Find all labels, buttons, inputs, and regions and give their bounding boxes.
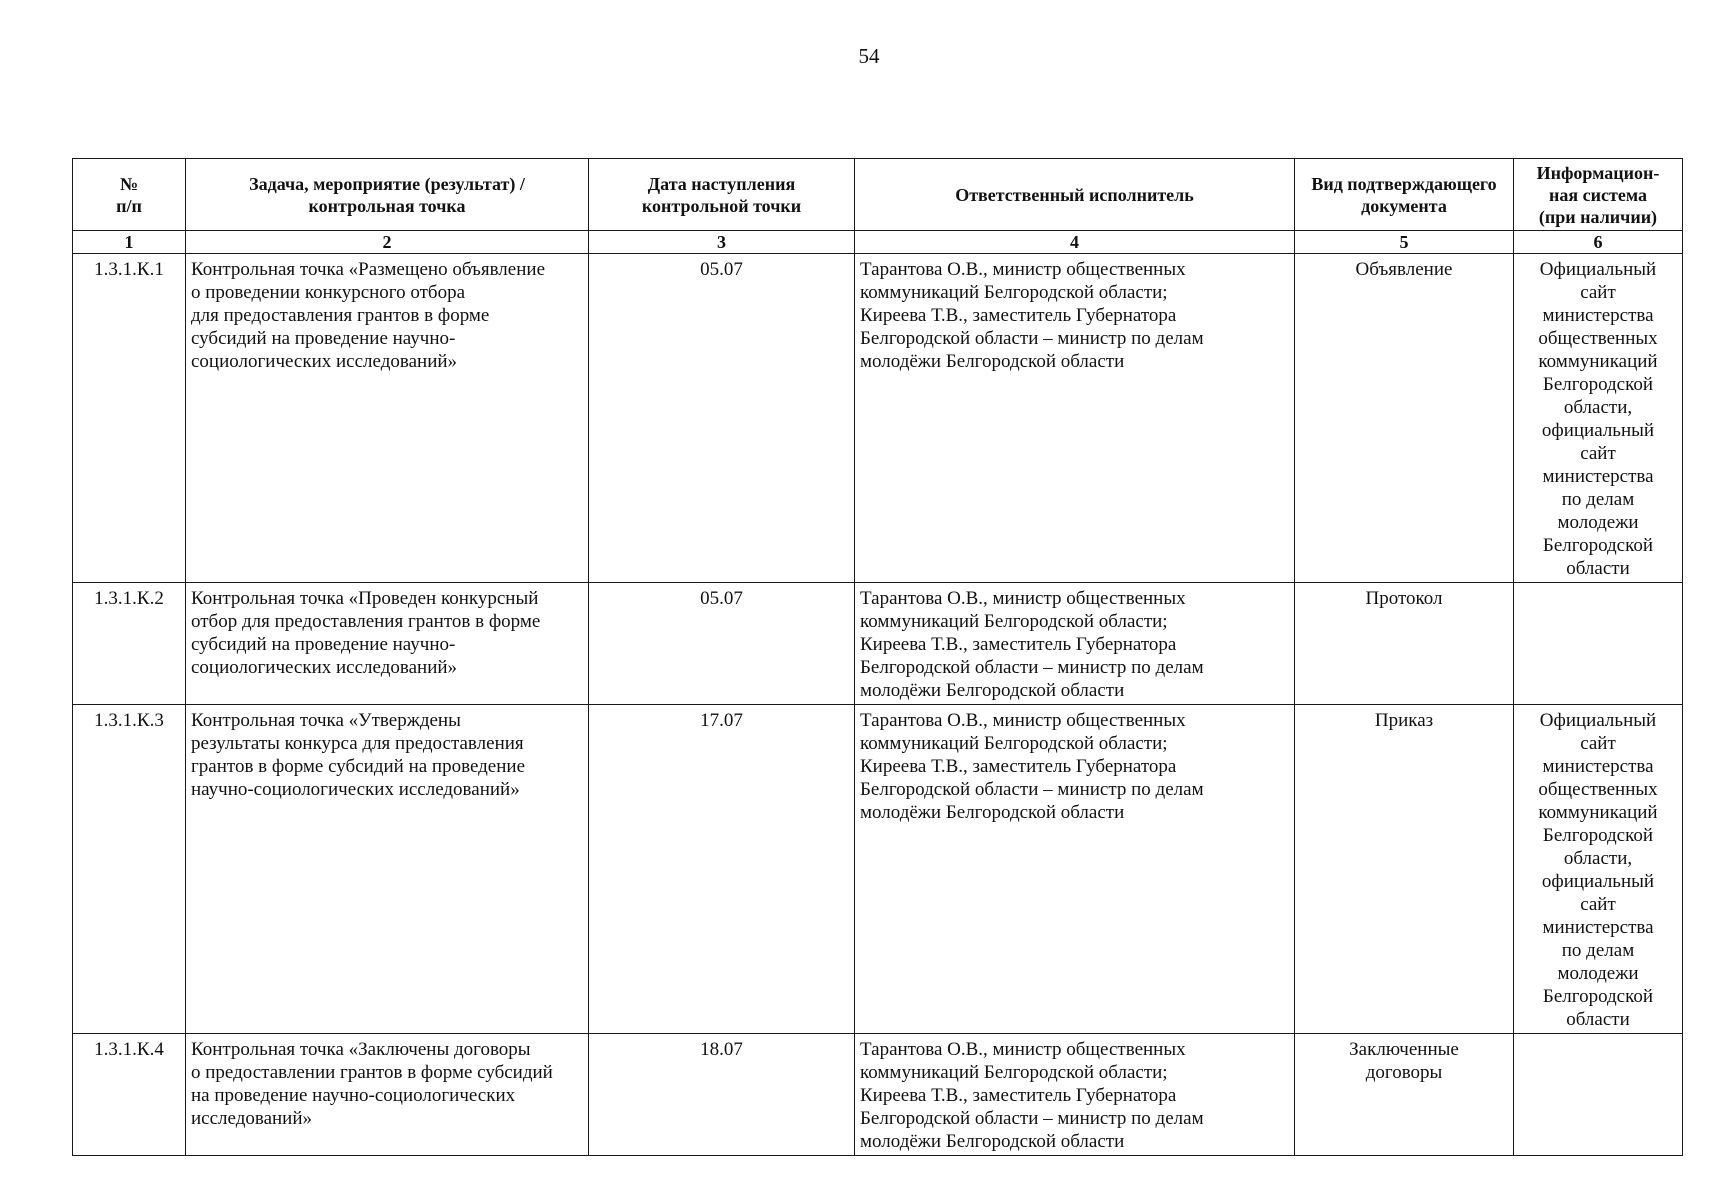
column-number: 2 xyxy=(186,231,589,254)
table-row xyxy=(73,254,1683,583)
row-number: 1.3.1.К.1 xyxy=(73,254,186,583)
column-number: 4 xyxy=(855,231,1295,254)
table-row xyxy=(73,705,1683,1034)
row-document: Заключенные договоры xyxy=(1295,1034,1514,1156)
row-date: 18.07 xyxy=(589,1034,855,1156)
row-date: 05.07 xyxy=(589,583,855,705)
control-points-table xyxy=(72,158,1683,1156)
header-date: Дата наступления контрольной точки xyxy=(589,159,855,231)
row-task: Контрольная точка «Проведен конкурсный отбор для предоставления грантов в форме субсидий на проведение научно- социологических исследований» xyxy=(186,583,589,705)
row-document: Приказ xyxy=(1295,705,1514,1034)
row-task: Контрольная точка «Размещено объявление о проведении конкурсного отбора для предоставления грантов в форме субсидий на проведение научно- социологических исследований» xyxy=(186,254,589,583)
header-document: Вид подтверждающего документа xyxy=(1295,159,1514,231)
row-responsible: Тарантова О.В., министр общественных коммуникаций Белгородской области; Киреева Т.В., заместитель Губернатора Белгородской области – министр по делам молодёжи Белгородской области xyxy=(855,583,1295,705)
row-system xyxy=(1514,583,1683,705)
row-responsible: Тарантова О.В., министр общественных коммуникаций Белгородской области; Киреева Т.В., заместитель Губернатора Белгородской области – министр по делам молодёжи Белгородской области xyxy=(855,254,1295,583)
header-task: Задача, мероприятие (результат) / контрольная точка xyxy=(186,159,589,231)
row-date: 05.07 xyxy=(589,254,855,583)
row-number: 1.3.1.К.2 xyxy=(73,583,186,705)
table-row xyxy=(73,1034,1683,1156)
column-number: 5 xyxy=(1295,231,1514,254)
row-task: Контрольная точка «Заключены договоры о предоставлении грантов в форме субсидий на проведение научно-социологических исследований» xyxy=(186,1034,589,1156)
row-document: Объявление xyxy=(1295,254,1514,583)
page-number: 54 xyxy=(858,44,880,68)
header-number: № п/п xyxy=(73,159,186,231)
table-header-row xyxy=(73,159,1683,231)
column-number: 1 xyxy=(73,231,186,254)
table-row xyxy=(73,583,1683,705)
row-document: Протокол xyxy=(1295,583,1514,705)
column-number-row xyxy=(73,231,1683,254)
column-number: 6 xyxy=(1514,231,1683,254)
row-number: 1.3.1.К.3 xyxy=(73,705,186,1034)
row-responsible: Тарантова О.В., министр общественных коммуникаций Белгородской области; Киреева Т.В., заместитель Губернатора Белгородской области – министр по делам молодёжи Белгородской области xyxy=(855,1034,1295,1156)
row-number: 1.3.1.К.4 xyxy=(73,1034,186,1156)
header-system: Информацион- ная система (при наличии) xyxy=(1514,159,1683,231)
row-system: Официальный сайт министерства общественных коммуникаций Белгородской области, официальный сайт министерства по делам молодежи Белгородской области xyxy=(1514,254,1683,583)
column-number: 3 xyxy=(589,231,855,254)
row-system xyxy=(1514,1034,1683,1156)
header-responsible: Ответственный исполнитель xyxy=(855,159,1295,231)
row-system: Официальный сайт министерства общественных коммуникаций Белгородской области, официальный сайт министерства по делам молодежи Белгородской области xyxy=(1514,705,1683,1034)
row-date: 17.07 xyxy=(589,705,855,1034)
row-responsible: Тарантова О.В., министр общественных коммуникаций Белгородской области; Киреева Т.В., заместитель Губернатора Белгородской области – министр по делам молодёжи Белгородской области xyxy=(855,705,1295,1034)
row-task: Контрольная точка «Утверждены результаты конкурса для предоставления грантов в форме субсидий на проведение научно-социологических исследований» xyxy=(186,705,589,1034)
